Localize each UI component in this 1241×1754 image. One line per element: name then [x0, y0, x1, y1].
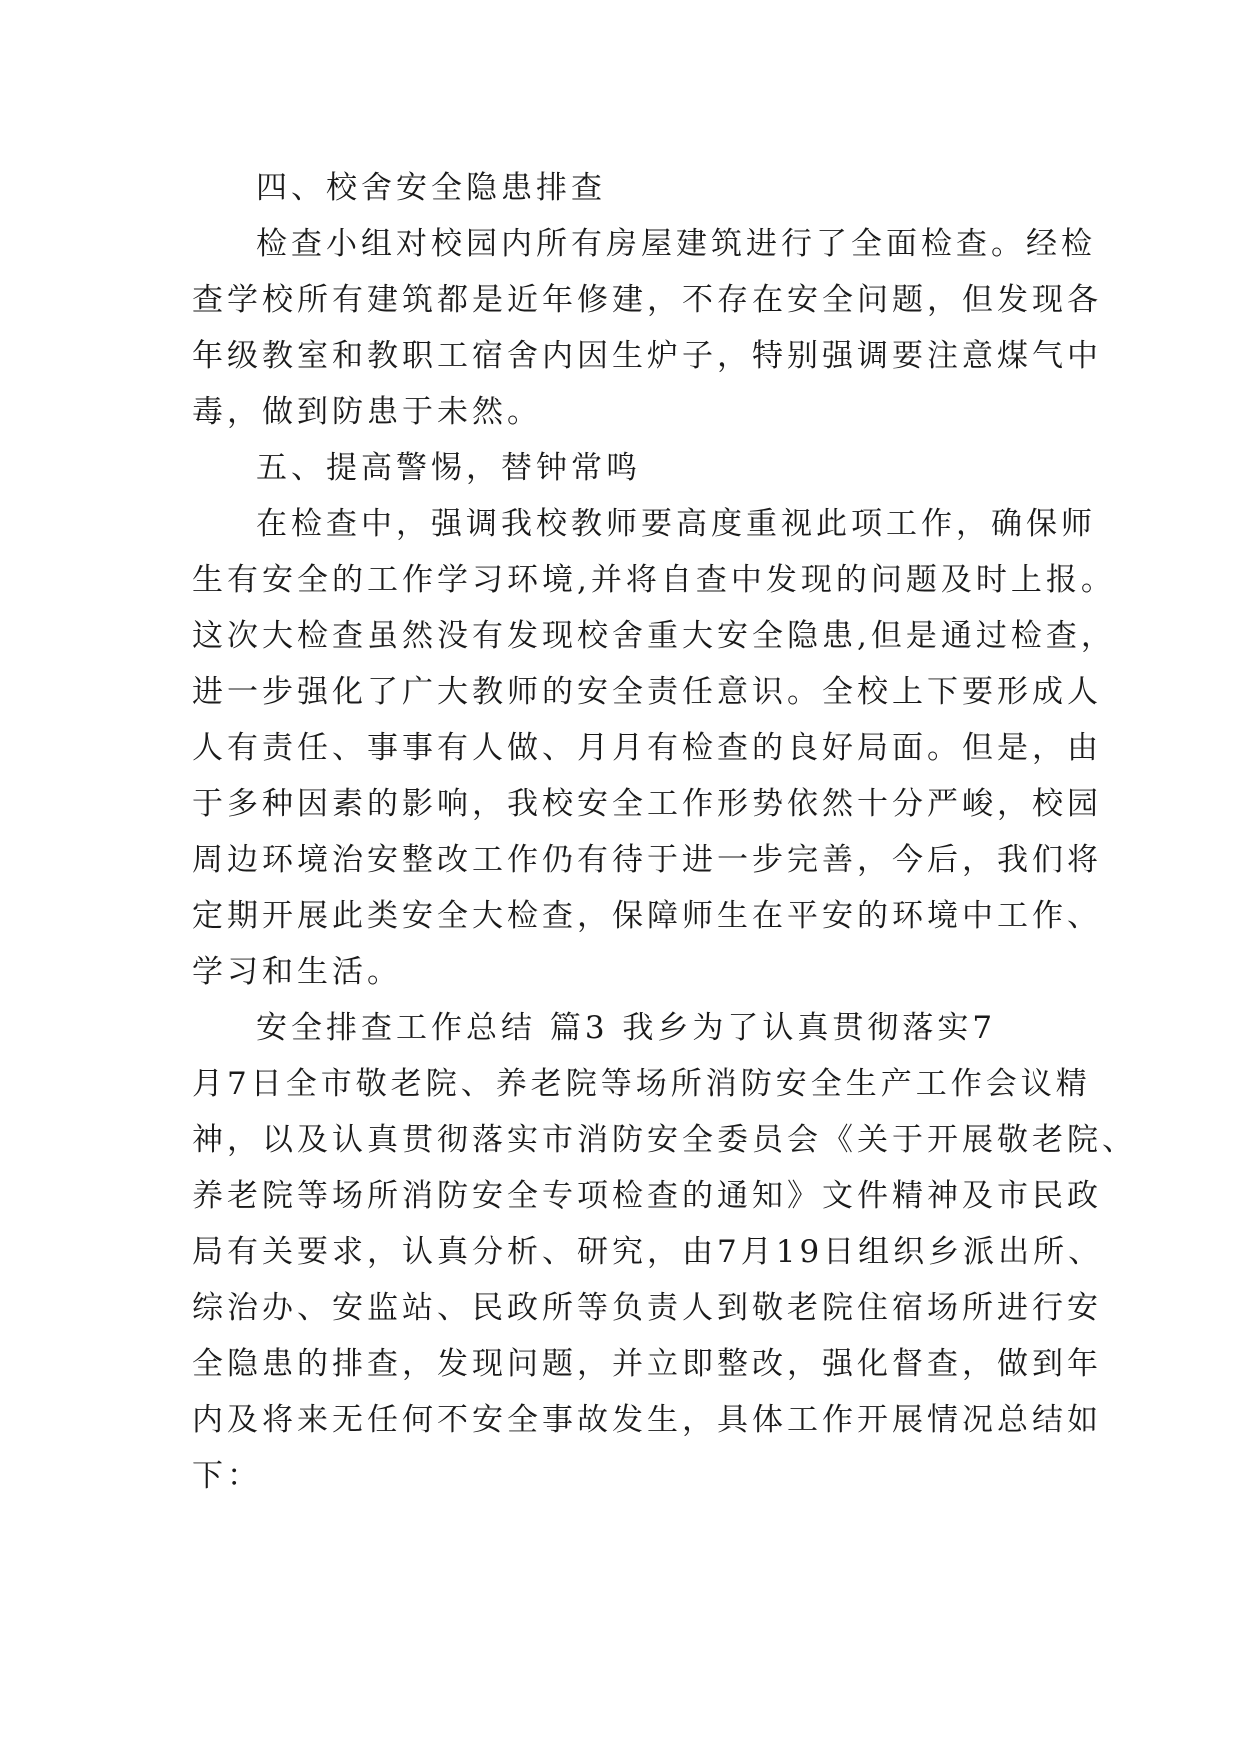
- text-line: 毒，做到防患于未然。: [192, 394, 542, 430]
- text-line: 综治办、安监站、民政所等负责人到敬老院住宿场所进行安: [192, 1290, 1102, 1326]
- text-line: 年级教室和教职工宿舍内因生炉子，特别强调要注意煤气中: [192, 338, 1102, 374]
- text-line: 下：: [192, 1458, 262, 1494]
- text-line: 于多种因素的影响，我校安全工作形势依然十分严峻，校园: [192, 786, 1102, 822]
- text-line: 生有安全的工作学习环境,并将自查中发现的问题及时上报。: [192, 562, 1116, 598]
- text-line: 神，以及认真贯彻落实市消防安全委员会《关于开展敬老院、: [192, 1122, 1137, 1158]
- text-line: 全隐患的排查，发现问题，并立即整改，强化督查，做到年: [192, 1346, 1102, 1382]
- text-line: 进一步强化了广大教师的安全责任意识。全校上下要形成人: [192, 674, 1102, 710]
- text-line: 学习和生活。: [192, 954, 402, 990]
- text-line: 查学校所有建筑都是近年修建，不存在安全问题，但发现各: [192, 282, 1102, 318]
- text-line: 养老院等场所消防安全专项检查的通知》文件精神及市民政: [192, 1178, 1102, 1214]
- text-line: 人有责任、事事有人做、月月有检查的良好局面。但是，由: [192, 730, 1102, 766]
- text-line: 在检查中，强调我校教师要高度重视此项工作，确保师: [256, 506, 1096, 542]
- text-line: 安全排查工作总结 篇3 我乡为了认真贯彻落实7: [256, 1010, 997, 1046]
- text-line: 这次大检查虽然没有发现校舍重大安全隐患,但是通过检查，: [192, 618, 1116, 654]
- text-line: 检查小组对校园内所有房屋建筑进行了全面检查。经检: [256, 226, 1096, 262]
- text-line: 内及将来无任何不安全事故发生，具体工作开展情况总结如: [192, 1402, 1102, 1438]
- text-line: 四、校舍安全隐患排查: [256, 170, 606, 206]
- text-line: 五、提高警惕，替钟常鸣: [256, 450, 641, 486]
- text-line: 定期开展此类安全大检查，保障师生在平安的环境中工作、: [192, 898, 1102, 934]
- document-body: [192, 160, 1137, 1504]
- text-line: 月7日全市敬老院、养老院等场所消防安全生产工作会议精: [192, 1066, 1091, 1102]
- text-line: 周边环境治安整改工作仍有待于进一步完善，今后，我们将: [192, 842, 1102, 878]
- text-line: 局有关要求，认真分析、研究，由7月19日组织乡派出所、: [192, 1234, 1104, 1270]
